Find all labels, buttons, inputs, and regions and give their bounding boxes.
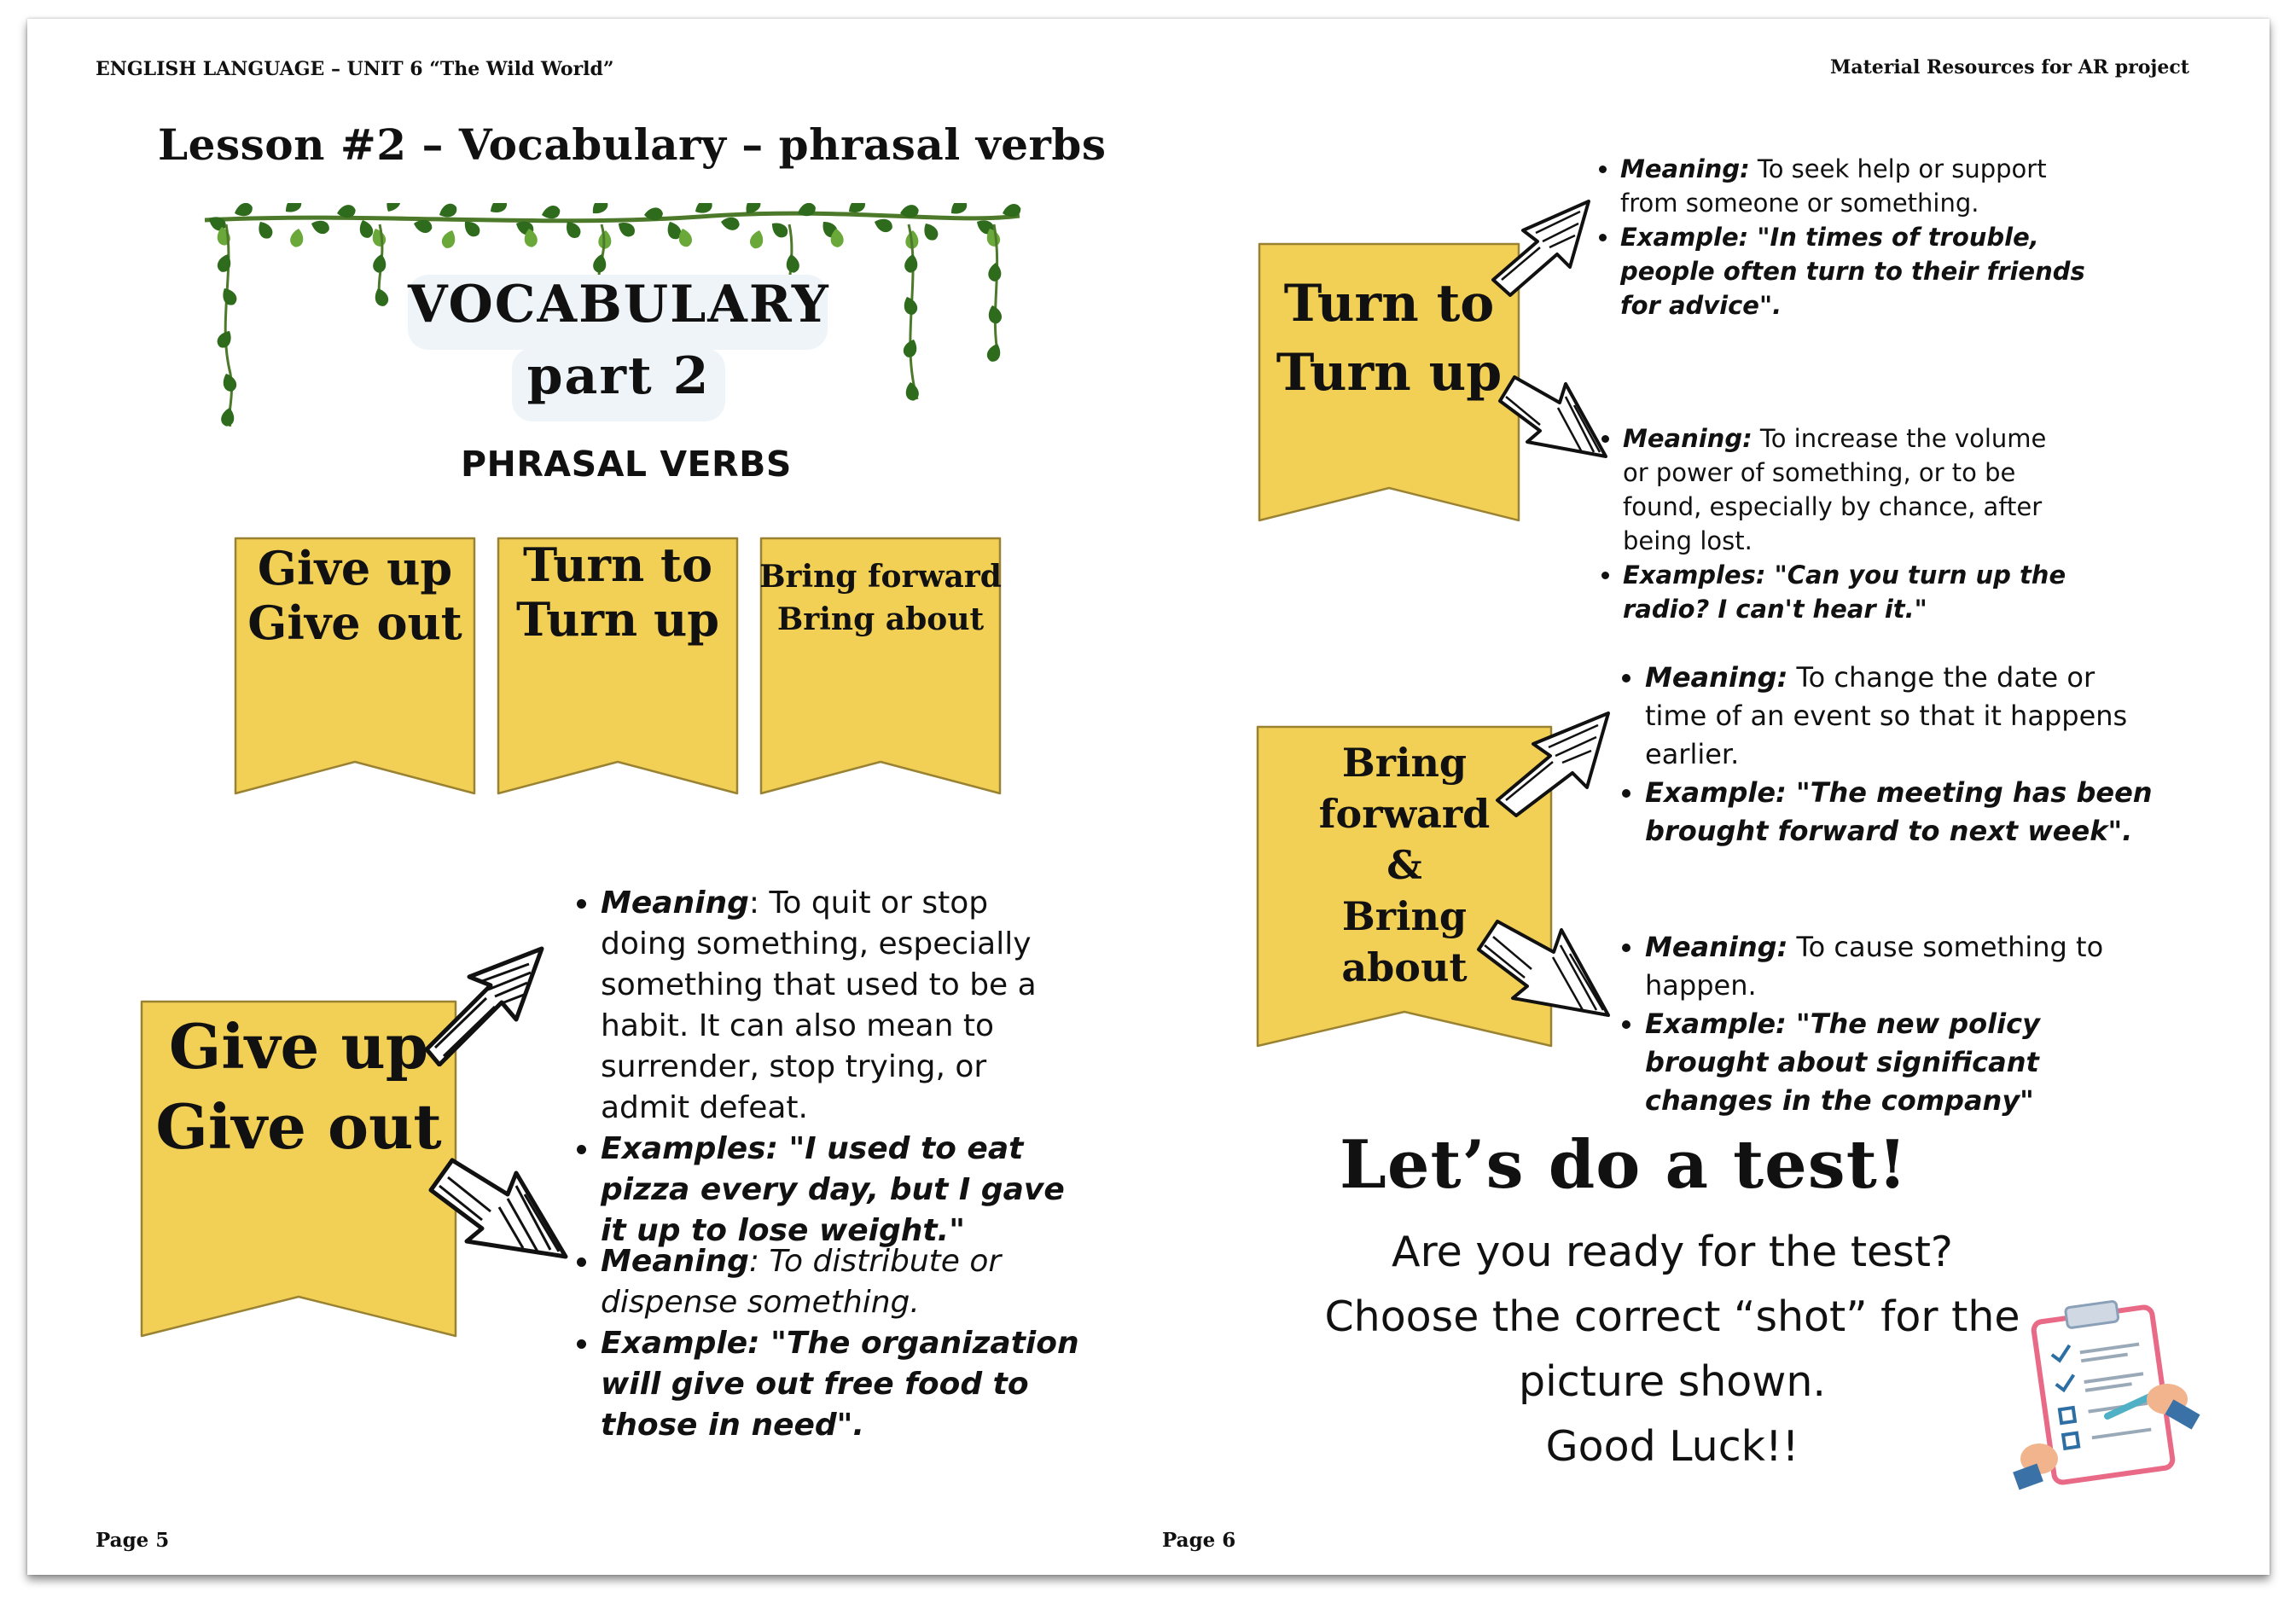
banner-turn-to <box>493 533 742 804</box>
arrow-bring-forward-icon <box>1489 706 1617 817</box>
phrasal-verbs-heading: PHRASAL VERBS <box>461 444 792 485</box>
bring-about-meaning: • Meaning: To cause something to happen. <box>1645 928 2128 1005</box>
bring-forward-definitions <box>1616 659 2162 851</box>
bring-line5: about <box>1341 944 1468 990</box>
big-banner-line2: Give out <box>155 1089 442 1163</box>
turn-to-definitions <box>1591 152 2095 322</box>
page-number-5: Page 5 <box>96 1529 170 1552</box>
banner-give-up-line1: Give up <box>257 541 453 595</box>
banner-turn-to-line2: Turn up <box>515 591 720 647</box>
test-line-2: Choose the correct “shot” for the <box>1324 1292 2020 1341</box>
banner-turn-to-turn-up <box>1254 239 1524 529</box>
turn-to-example: • Example: "In times of trouble, people often turn to their friends for advice". <box>1620 220 2095 322</box>
test-line-1: Are you ready for the test? <box>1392 1228 1953 1276</box>
test-title: Let’s do a test! <box>1340 1126 1908 1204</box>
vocab-subtitle: part 2 <box>526 346 711 406</box>
header-left: ENGLISH LANGUAGE – UNIT 6 “The Wild World” <box>96 58 614 80</box>
bring-forward-meaning: • Meaning: To change the date or time of an event so that it happens earlier. <box>1645 659 2162 774</box>
give-out-example: • Example: "The organization will give out free food to those in need". <box>601 1323 1084 1446</box>
test-instructions <box>1314 1220 2031 1479</box>
banner-turn-to-line: Turn to <box>1283 274 1495 334</box>
turn-to-meaning: • Meaning: To seek help or support from someone or something. <box>1620 152 2095 220</box>
banner-give-up <box>230 533 480 804</box>
give-up-example: • Examples: "I used to eat pizza every day, but I gave it up to lose weight." <box>601 1129 1084 1252</box>
banner-turn-up-line: Turn up <box>1276 343 1503 403</box>
turn-up-definitions <box>1594 421 2072 626</box>
vocab-title: VOCABULARY <box>408 275 830 334</box>
banner-bring-forward-line2: Bring about <box>776 601 985 638</box>
give-up-definitions <box>572 883 1084 1252</box>
page-number-6: Page 6 <box>1162 1529 1236 1552</box>
give-out-meaning: • Meaning: To distribute or dispense something. <box>601 1241 1084 1323</box>
test-line-3: picture shown. <box>1519 1357 1826 1406</box>
banner-turn-to-line1: Turn to <box>523 537 712 592</box>
arrow-turn-to-icon <box>1485 195 1596 297</box>
bring-line3: & <box>1386 842 1422 888</box>
bring-about-example: • Example: "The new policy brought about significant changes in the company" <box>1645 1005 2128 1120</box>
give-out-definitions <box>572 1241 1084 1446</box>
bring-line2: forward <box>1318 791 1491 837</box>
bring-about-definitions <box>1616 928 2128 1120</box>
clipboard-checklist-icon <box>2005 1297 2210 1506</box>
bring-forward-example: • Example: "The meeting has been brought forward to next week". <box>1645 774 2162 851</box>
turn-up-example: • Examples: "Can you turn up the radio? I can't hear it." <box>1623 558 2072 626</box>
bring-line4: Bring <box>1341 893 1468 939</box>
big-banner-line1: Give up <box>168 1010 429 1083</box>
arrow-bring-about-icon <box>1472 920 1617 1022</box>
turn-up-meaning: • Meaning: To increase the volume or power of something, or to be found, especially by chance, after being lost. <box>1623 421 2072 558</box>
banner-give-up-line2: Give out <box>247 595 462 650</box>
give-up-meaning: • Meaning: To quit or stop doing something, especially something that used to be a habit. It can also mean to surrender, stop trying, or admit defeat. <box>601 883 1084 1129</box>
banner-bring-forward <box>756 533 1005 804</box>
banner-bring-forward-line1: Bring forward <box>759 559 1002 595</box>
arrow-up-right-icon <box>410 938 555 1066</box>
header-right: Material Resources for AR project <box>1830 56 2189 78</box>
lesson-title: Lesson #2 – Vocabulary – phrasal verbs <box>158 119 1107 170</box>
test-line-4: Good Luck!! <box>1545 1422 1799 1471</box>
arrow-down-right-icon <box>422 1156 576 1267</box>
bring-line1: Bring <box>1341 740 1468 786</box>
